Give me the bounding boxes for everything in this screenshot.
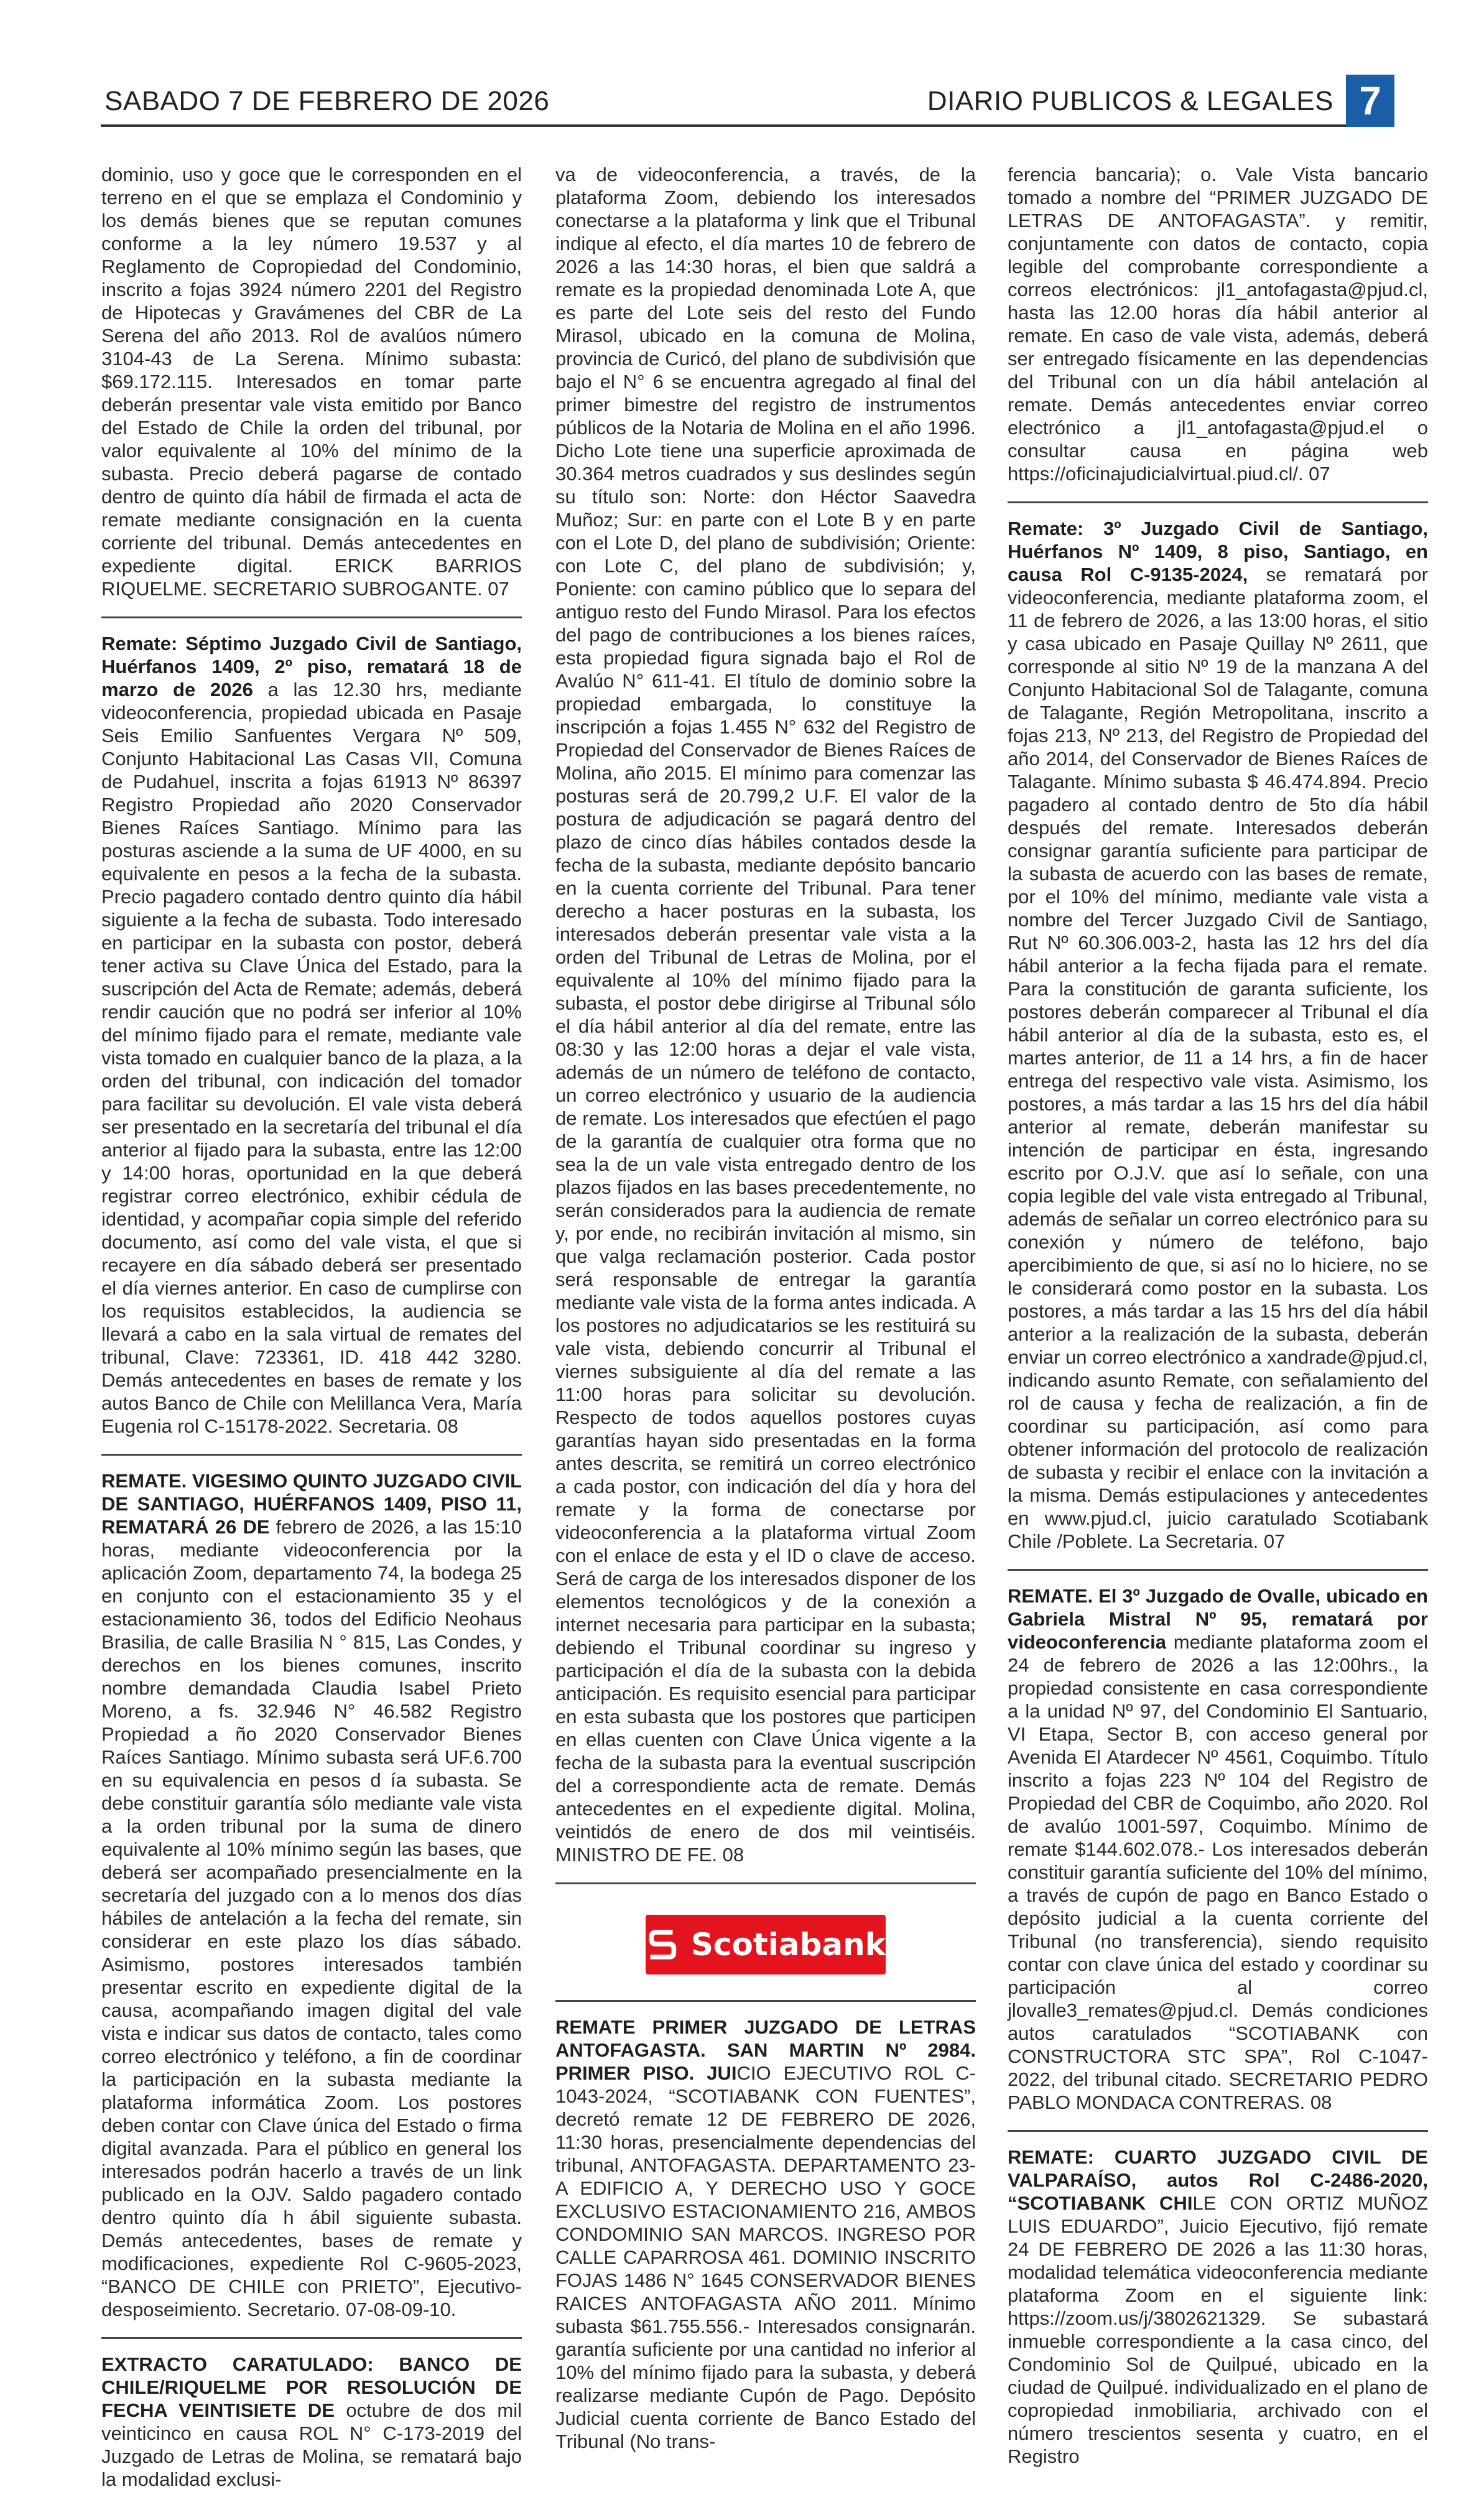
notice-tercer-juzgado-ovalle: REMATE. El 3º Juzgado de Ovalle, ubicado en Gabriela Mistral Nº 95, rematará por videoconferencia mediante plataforma zoom el 24 de febrero de 2026 a las 12:00hrs., la propiedad consistente en casa correspondiente a la unidad Nº 97, del Condominio El Santuario, VI Etapa, Sector B, con acceso general por Avenida El Atardecer Nº 4561, Coquimbo. Título inscrito a fojas 223 Nº 104 del Registro de Propiedad del CBR de Coquimbo, año 2020. Rol de avalúo 1001-597, Coquimbo. Mínimo de remate $144.602.078.- Los interesados deberán constituir garantía suficiente del 10% del mínimo, a través de cupón de pago en Banco Estado o depósito judicial a la cuenta corriente del Tribunal (no transferencia), siendo requisito contar con clave única del estado y coordinar su participación al correo jlovalle3_remates@pjud.cl. Demás condiciones autos caratulados “SCOTIABANK con CONSTRUCTORA STC SPA”, Rol C-1047- 2022, del tribunal citado. SECRETARIO PEDRO PABLO MONDACA CONTRERAS. 08 (1008, 1585, 1428, 2113)
notice-continued-la-serena: dominio, uso y goce que le corresponden en el terreno en el que se emplaza el Condominio y los demás bienes que se reputan comunes conforme a la ley número 19.537 y al Reglamento de Copropiedad del Condominio, inscrito a fojas 3924 número 2201 del Registro de Hipotecas y Gravámenes del CBR de La Serena del año 2013. Rol de avalúos número 3104-43 de La Serena. Mínimo subasta: $69.172.115. Interesados en tomar parte deberán presentar vale vista emitido por Banco del Estado de Chile la orden del tribunal, por valor equivalente al 10% del mínimo de la subasta. Precio deberá pagarse de contado dentro de quinto día hábil de firmada el acta de remate mediante consignación en la cuenta corriente del tribunal. Demás antecedentes en expediente digital. ERICK BARRIOS RIQUELME. SECRETARIO SUBROGANTE. 07 (101, 164, 522, 600)
scotiabank-s-icon (646, 1924, 680, 1965)
notice-septimo-juzgado: Remate: Séptimo Juzgado Civil de Santiago, Huérfanos 1409, 2º piso, rematará 18 de marzo de 2026 a las 12.30 hrs, mediante videoconferencia, propiedad ubicada en Pasaje Seis Emilio Sanfuentes Vergara Nº 509, Conjunto Habitacional Las Casas VII, Comuna de Pudahuel, inscrita a fojas 61913 Nº 86397 Registro Propiedad año 2020 Conservador Bienes Raíces Santiago. Mínimo para las posturas asciende a la suma de UF 4000, en su equivalente en pesos a la fecha de la subasta. Precio pagadero contado dentro quinto día hábil siguiente a la fecha de subasta. Todo interesado en participar en la subasta con postor, deberá tener activa su Clave Única del Estado, para la suscripción del Acta de Remate; además, deberá rendir caución que no podrá ser inferior al 10% del mínimo fijado para el remate, mediante vale vista tomado en cualquier banco de la plaza, a la orden del tribunal, con indicación del tomador para facilitar su devolución. El vale vista deberá ser presentado en la secretaría del tribunal el día anterior al fijado para la subasta, entre las 12:00 y 14:00 horas, oportunidad en la que deberá registrar correo electrónico, exhibir cédula de identidad, y acompañar copia simple del referido documento, así como del vale vista, el que si recayere en día sábado deberá ser presentado el día viernes anterior. En caso de cumplirse con los requisitos establecidos, la audiencia se llevará a cabo en la sala virtual de remates del tribunal, Clave: 723361, ID. 418 442 3280. Demás antecedentes en bases de remate y los autos Banco de Chile con Melillanca Vera, María Eugenia rol C-15178-2022. Secretaria. 08 (101, 633, 522, 1437)
notice-divider (101, 2337, 522, 2339)
scotiabank-logo (646, 1915, 886, 1974)
notice-primer-juzgado-antofagasta: REMATE PRIMER JUZGADO DE LETRAS ANTOFAGASTA. SAN MARTIN Nº 2984. PRIMER PISO. JUICIO EJECUTIVO ROL C-1043-2024, “SCOTIABANK CON FUENTES”, decretó remate 12 DE FEBRERO DE 2026, 11:30 horas, presencialmente dependencias del tribunal, ANTOFAGASTA. DEPARTAMENTO 23-A EDIFICIO A, Y DERECHO USO Y GOCE EXCLUSIVO ESTACIONAMIENTO 216, AMBOS CONDOMINIO SAN MARCOS. INGRESO POR CALLE CAPARROSA 461. DOMINIO INSCRITO FOJAS 1486 N° 1645 CONSERVADOR BIENES RAICES ANTOFAGASTA AÑO 2011. Mínimo subasta $61.755.556.- Interesados consignarán. garantía suficiente por una cantidad no inferior al 10% del mínimo fijado para la subasta, y deberá realizarse mediante Cupón de Pago. Depósito Judicial cuenta corriente de Banco Estado del Tribunal (No trans- (555, 2016, 976, 2452)
page-number-badge: 7 (1346, 75, 1394, 127)
column-1 (101, 163, 522, 2507)
notice-lead: Remate: Séptimo Juzgado Civil de Santiago, Huérfanos 1409, 2º piso, rematará 18 de marzo de 2026 (101, 633, 522, 700)
scotiabank-logo-box (555, 1898, 976, 1991)
notice-cuarto-juzgado-valparaiso: REMATE: CUARTO JUZGADO CIVIL DE VALPARAÍSO, autos Rol C-2486-2020, “SCOTIABANK CHILE CON ORTIZ MUÑOZ LUIS EDUARDO”, Juicio Ejecutivo, fijó remate 24 DE FEBRERO DE 2026 a las 11:30 horas, modalidad telemática videoconferencia mediante plataforma Zoom en el siguiente link: https://zoom.us/j/3802621329. Se subastará inmueble correspondiente a la casa cinco, del Condominio Sol de Quilpué, ubicado en la ciudad de Quilpué. individualizado en el plano de copropiedad inmobiliaria, archivado con el número trescientos sesenta y cuatro, en el Registro (1008, 2146, 1428, 2467)
notice-continued-molina: va de videoconferencia, a través, de la plataforma Zoom, debiendo los interesados conectarse a la plataforma y link que el Tribunal indique al efecto, el día martes 10 de febrero de 2026 a las 14:30 horas, el bien que saldrá a remate es la propiedad denominada Lote A, que es parte del Lote seis del resto del Fundo Mirasol, ubicado en la comuna de Molina, provincia de Curicó, del plano de subdivisión que bajo el N° 6 se encuentra agregado al final del primer bimestre del registro de instrumentos públicos de la Notaria de Molina en el año 1996. Dicho Lote tiene una superficie aproximada de 30.364 metros cuadrados y sus deslindes según su título son: Norte: don Héctor Saavedra Muñoz; Sur: en parte con el Lote B y en parte con el Lote D, del plano de subdivisión; Oriente: con Lote C, del plano de subdivisión; y, Poniente: con camino público que lo separa del antiguo resto del Fundo Mirasol. Para los efectos del pago de contribuciones a los bienes raíces, esta propiedad figura signada bajo el Rol de Avalúo N° 611-41. El título de dominio sobre la propiedad embargada, lo constituye la inscripción a fojas 1.455 N° 632 del Registro de Propiedad del Conservador de Bienes Raíces de Molina, año 2015. El mínimo para comenzar las posturas será de 20.799,2 U.F. El valor de la postura de adjudicación se pagará dentro del plazo de cinco días hábiles contados desde la fecha de la subasta, mediante depósito bancario en la cuenta corriente del Tribunal. Para tener derecho a hacer posturas en la subasta, los interesados deberán presentar vale vista a la orden del Tribunal de Letras de Molina, por el equivalente al 10% del mínimo fijado para la subasta, el postor debe dirigirse al Tribunal sólo el día hábil anterior al día del remate, entre las 08:30 y las 12:00 horas a dejar el vale vista, además de un número de teléfono de contacto, un correo electrónico y usuario de la audiencia de remate. Los interesados que efectúen el pago de la garantía de cualquier otra forma que no sea la de un vale vista entregado dentro de los plazos fijados en las bases precedentemente, no serán considerados para la audiencia de remate y, por ende, no recibirán invitación al mismo, sin que valga reclamación posterior. Cada postor será responsable de entregar la garantía mediante vale vista de la forma antes indicada. A los postores no adjudicatarios se les restituirá su vale vista, debiendo concurrir al Tribunal el viernes subsiguiente al día del remate a las 11:00 horas para solicitar su devolución. Respecto de todos aquellos postores cuyas garantías hayan sido presentadas en la forma antes descrita, se remitirá un correo electrónico a cada postor, con indicación del día y hora del remate y la forma de conectarse por videoconferencia a la plataforma virtual Zoom con el enlace de esta y el ID o clave de acceso. Será de carga de los interesados disponer de los elementos tecnológicos y de la conexión a internet necesaria para participar en la subasta; debiendo el Tribunal coordinar su ingreso y participación el día de la subasta con la debida anticipación. Es requisito esencial para participar en esta subasta que los postores que participen en ellas cuenten con Clave Única vigente a la fecha de la subasta para la eventual suscripción del a correspondiente acta de remate. Demás antecedentes en el expediente digital. Molina, veintidós de enero de dos mil veintiséis. MINISTRO DE FE. 08 (555, 164, 976, 1866)
notice-lead: Remate: 3º Juzgado Civil de Santiago, Huérfanos Nº 1409, 8 piso, Santiago, en causa Rol C-9135-2024, (1008, 518, 1428, 585)
notice-divider (1008, 1569, 1428, 1571)
notice-lead: REMATE. VIGESIMO QUINTO JUZGADO CIVIL DE SANTIAGO, HUÉRFANOS 1409, PISO 11, REMATARÁ 26 DE (101, 1470, 522, 1538)
publication-title: DIARIO PUBLICOS & LEGALES (927, 86, 1333, 116)
notice-divider (1008, 501, 1428, 503)
column-2 (555, 163, 976, 2469)
notice-divider (555, 1882, 976, 1884)
notice-divider (555, 2000, 976, 2002)
column-3 (1008, 163, 1428, 2484)
issue-date: SABADO 7 DE FEBRERO DE 2026 (104, 86, 550, 116)
notice-extracto-molina: EXTRACTO CARATULADO: BANCO DE CHILE/RIQUELME POR RESOLUCIÓN DE FECHA VEINTISIETE DE octubre de dos mil veinticinco en causa ROL N° C-173-2019 del Juzgado de Letras de Molina, se rematará bajo la modalidad exclusi- (101, 2353, 522, 2490)
notice-divider (101, 1454, 522, 1456)
notice-lead: REMATE. El 3º Juzgado de Ovalle, ubicado en Gabriela Mistral Nº 95, rematará por videoconferencia (1008, 1585, 1428, 1653)
notice-continued-antofagasta: ferencia bancaria); o. Vale Vista bancario tomado a nombre del “PRIMER JUZGADO DE LETRAS DE ANTOFAGASTA”. y remitir, conjuntamente con datos de contacto, copia legible del comprobante correspondiente a correos electrónicos: jl1_antofagasta@pjud.cl, hasta las 12.00 horas día hábil anterior al remate. En caso de vale vista, además, deberá ser entregado físicamente en las dependencias del Tribunal con un día hábil antelación al remate. Demás antecedentes enviar correo electrónico a jl1_antofagasta@pjud.el o consultar causa en página web https://oficinajudicialvirtual.piud.cl/. 07 (1008, 164, 1428, 485)
notice-divider (1008, 2130, 1428, 2132)
notice-divider (101, 616, 522, 618)
notice-lead: REMATE: CUARTO JUZGADO CIVIL DE VALPARAÍSO, autos Rol C-2486-2020, “SCOTIABANK CHI (1008, 2146, 1428, 2214)
notice-vigesimo-quinto-juzgado: REMATE. VIGESIMO QUINTO JUZGADO CIVIL DE SANTIAGO, HUÉRFANOS 1409, PISO 11, REMATARÁ 26 DE febrero de 2026, a las 15:10 horas, mediante videoconferencia por la aplicación Zoom, departamento 74, la bodega 25 en conjunto con el estacionamiento 35 y el estacionamiento 36, todos del Edificio Neohaus Brasilia, de calle Brasilia N ° 815, Las Condes, y derechos en los bienes comunes, inscrito nombre demandada Claudia Isabel Prieto Moreno, a fs. 32.946 N° 46.582 Registro Propiedad a ño 2020 Conservador Bienes Raíces Santiago. Mínimo subasta será UF.6.700 en su equivalencia en pesos d ía subasta. Se debe constituir garantía sólo mediante vale vista a la orden tribunal por la suma de dinero equivalente al 10% mínimo según las bases, que deberá ser acompañado presencialmente en la secretaría del juzgado con a lo menos dos días hábiles de antelación a la fecha del remate, sin considerar en este plazo los días sábado. Asimismo, postores interesados también presentar escrito en expediente digital de la causa, acompañando imagen digital del vale vista e indicar sus datos de contacto, tales como correo electrónico y teléfono, a fin de coordinar la participación en la subasta mediante la plataforma informática Zoom. Los postores deben contar con Clave única del Estado o firma digital avanzada. Para el público en general los interesados podrán hacerlo a través de un link publicado en la OJV. Saldo pagadero contado dentro quinto día h ábil siguiente subasta. Demás antecedentes, bases de remate y modificaciones, expediente Rol C-9605-2023, “BANCO DE CHILE con PRIETO”, Ejecutivo-desposeimiento. Secretario. 07-08-09-10. (101, 1470, 522, 2320)
scotiabank-wordmark: Scotiabank (690, 1926, 886, 1963)
notice-lead: REMATE PRIMER JUZGADO DE LETRAS ANTOFAGASTA. SAN MARTIN Nº 2984. PRIMER PISO. JUI (555, 2016, 976, 2084)
notice-lead: EXTRACTO CARATULADO: BANCO DE CHILE/RIQUELME POR RESOLUCIÓN DE FECHA VEINTISIETE DE (101, 2353, 522, 2421)
notice-tercer-juzgado-santiago: Remate: 3º Juzgado Civil de Santiago, Huérfanos Nº 1409, 8 piso, Santiago, en causa Rol C-9135-2024, se rematará por videoconferencia, mediante plataforma zoom, el 11 de febrero de 2026, a las 13:00 horas, el sitio y casa ubicado en Pasaje Quillay Nº 2611, que corresponde al sitio Nº 19 de la manzana A del Conjunto Habitacional Sol de Talagante, comuna de Talagante, Región Metropolitana, inscrito a fojas 213, Nº 213, del Registro de Propiedad del año 2014, del Conservador de Bienes Raíces de Talagante. Mínimo subasta $ 46.474.894. Precio pagadero al contado dentro de 5to día hábil después del remate. Interesados deberán consignar garantía suficiente para participar de la subasta de acuerdo con las bases de remate, por el 10% del mínimo, mediante vale vista a nombre del Tercer Juzgado Civil de Santiago, Rut Nº 60.306.003-2, hasta las 12 hrs del día hábil anterior a la fecha fijada para el remate. Para la constitución de garanta suficiente, los postores deberán comparecer al Tribunal el día hábil anterior al día de la subasta, esto es, el martes anterior, de 11 a 14 hrs, a fin de hacer entrega del respectivo vale vista. Asimismo, los postores, a más tardar a las 15 hrs del día hábil anterior al remate, deberán manifestar su intención de participar en ésta, ingresando escrito por O.J.V. que así lo señale, con una copia legible del vale vista entregado al Tribunal, además de señalar un correo electrónico para su conexión y número de teléfono, bajo apercibimiento de que, si así no lo hiciere, no se le considerará como postor en la subasta. Los postores, a más tardar a las 15 hrs del día hábil anterior a la realización de la subasta, deberán enviar un correo electrónico a xandrade@pjud.cl, indicando asunto Remate, con señalamiento del rol de causa y fecha de realización, a fin de coordinar su participación, así como para obtener información del protocolo de realización de subasta y recibir el enlace con la invitación a la misma. Demás estipulaciones y antecedentes en www.pjud.cl, juicio caratulado Scotiabank Chile /Poblete. La Secretaria. 07 (1008, 518, 1428, 1552)
page-header (101, 80, 1394, 127)
